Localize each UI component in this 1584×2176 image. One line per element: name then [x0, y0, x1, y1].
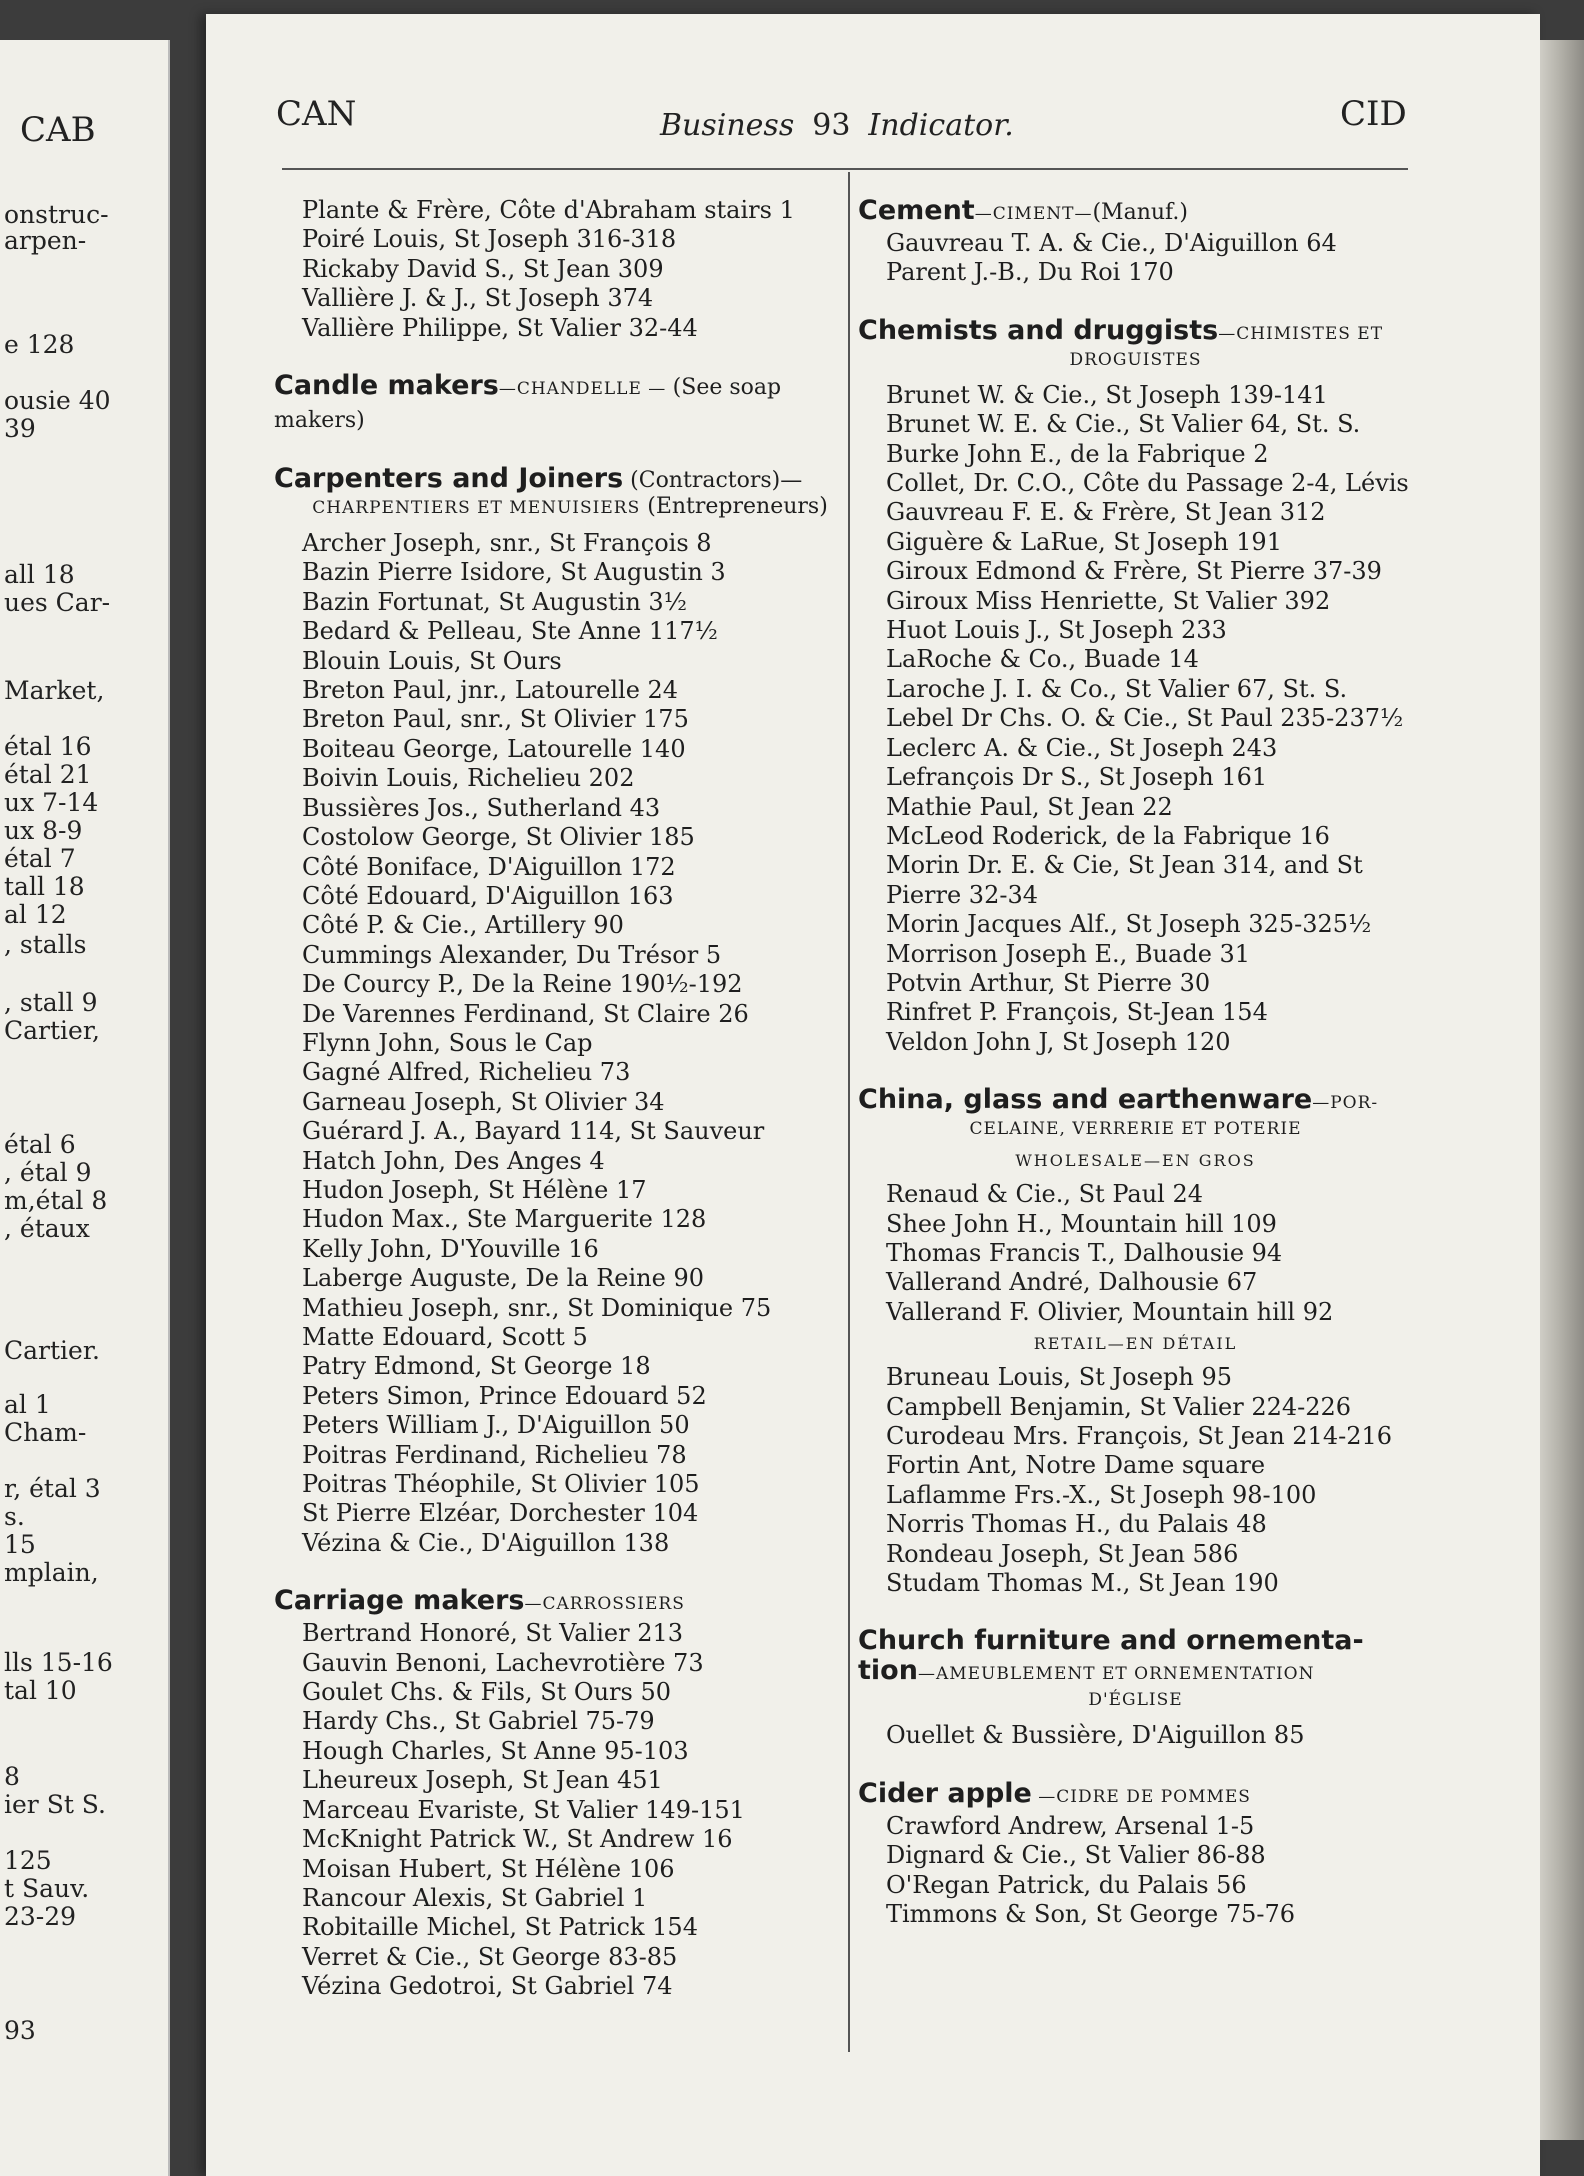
section-label: WHOLESALE—EN GROS	[1015, 1151, 1256, 1171]
listing-entry: Breton Paul, jnr., Latourelle 24	[302, 676, 679, 705]
listing-entry: Poitras Théophile, St Olivier 105	[302, 1470, 700, 1499]
listing-entry: Collet, Dr. C.O., Côte du Passage 2-4, Lévis	[886, 469, 1409, 498]
category-french-name: —CIMENT—	[974, 204, 1093, 224]
listing-entry: Gauvin Benoni, Lachevrotière 73	[302, 1648, 704, 1677]
header-right-keyword: CID	[1340, 94, 1407, 134]
category-note: (Manuf.)	[1092, 200, 1188, 225]
listing-entry: McKnight Patrick W., St Andrew 16	[302, 1825, 733, 1854]
right-column	[858, 196, 1413, 1929]
listing-entry: Morin Jacques Alf., St Joseph 325-325½	[886, 910, 1372, 939]
listing-entry: Patry Edmond, St George 18	[302, 1352, 651, 1381]
column-divider	[848, 172, 850, 2052]
listing-entry: Leclerc A. & Cie., St Joseph 243	[886, 733, 1278, 762]
previous-page-fragment: m,étal 8	[4, 1186, 108, 1215]
listing-entry: Timmons & Son, St George 75-76	[886, 1900, 1296, 1929]
previous-page-fragment: 23-29	[4, 1902, 77, 1931]
section-label: RETAIL—EN DÉTAIL	[1033, 1334, 1238, 1354]
listing-entry: Hatch John, Des Anges 4	[302, 1146, 605, 1175]
category-title: Chemists and druggists	[858, 314, 1219, 346]
previous-page-fragment: étal 6	[4, 1130, 76, 1159]
listing-entry: LaRoche & Co., Buade 14	[886, 645, 1199, 674]
listing-entry: Breton Paul, snr., St Olivier 175	[302, 705, 689, 734]
listing-entry: Vallerand André, Dalhousie 67	[886, 1268, 1258, 1297]
category-subtitle-note: (Entrepreneurs)	[640, 494, 828, 520]
header-rule	[282, 168, 1408, 170]
category-title: Cider apple	[858, 1777, 1032, 1809]
listing-entry: Burke John E., de la Fabrique 2	[886, 439, 1269, 468]
listing-entry: Laberge Auguste, De la Reine 90	[302, 1264, 704, 1293]
category-subtitle-text: D'ÉGLISE	[1088, 1690, 1183, 1711]
listing-entry: Thomas Francis T., Dalhousie 94	[886, 1238, 1283, 1267]
listing-entry: Vallière Philippe, St Valier 32-44	[302, 313, 698, 342]
previous-page-fragment: tall 18	[4, 872, 85, 901]
previous-page-fragment: 125	[4, 1846, 52, 1875]
listing-entry: De Courcy P., De la Reine 190½-192	[302, 970, 743, 999]
previous-page-fragment: ier St S.	[4, 1790, 106, 1819]
category-title: Carriage makers	[274, 1585, 525, 1617]
listing-entry: Côté Edouard, D'Aiguillon 163	[302, 881, 674, 910]
listing-entry: Bertrand Honoré, St Valier 213	[302, 1619, 684, 1648]
category-heading	[858, 1656, 1413, 1689]
listing-entry: Morin Dr. E. & Cie, St Jean 314, and St	[886, 851, 1363, 880]
previous-page-fragment: arpen-	[4, 226, 87, 255]
category-title: tion	[858, 1655, 918, 1687]
listing-entry: Hough Charles, St Anne 95-103	[302, 1736, 689, 1765]
listing-entry: Goulet Chs. & Fils, St Ours 50	[302, 1678, 671, 1707]
listing-entry: Rondeau Joseph, St Jean 586	[886, 1539, 1239, 1568]
category-subtitle	[858, 1118, 1413, 1140]
listing-entry: Mathieu Joseph, snr., St Dominique 75	[302, 1293, 772, 1322]
previous-page-fragment: al 12	[4, 900, 67, 929]
listing-entry: De Varennes Ferdinand, St Claire 26	[302, 999, 749, 1028]
previous-page-fragment: all 18	[4, 560, 75, 589]
previous-page-fragment: Cartier,	[4, 1016, 100, 1045]
listing-entry: Guérard J. A., Bayard 114, St Sauveur	[302, 1117, 765, 1146]
listing-entry: Fortin Ant, Notre Dame square	[886, 1451, 1266, 1480]
listing-entry: Hudon Joseph, St Hélène 17	[302, 1175, 647, 1204]
previous-page-fragment: ues Car-	[4, 588, 111, 617]
listing-entry: Giroux Edmond & Frère, St Pierre 37-39	[886, 557, 1382, 586]
category-subtitle	[300, 496, 840, 519]
category-title: Candle makers	[274, 370, 499, 402]
listing-entry: Boivin Louis, Richelieu 202	[302, 764, 635, 793]
previous-page-fragment: mplain,	[4, 1558, 99, 1587]
listing-entry: Côté P. & Cie., Artillery 90	[302, 911, 624, 940]
previous-page-fragment: 8	[4, 1762, 20, 1791]
previous-page-fragment: 15	[4, 1530, 36, 1559]
listing-entry: Shee John H., Mountain hill 109	[886, 1209, 1277, 1238]
listing-entry: Moisan Hubert, St Hélène 106	[302, 1854, 675, 1883]
previous-page-fragment: al 1	[4, 1390, 51, 1419]
listing-entry: Crawford Andrew, Arsenal 1-5	[886, 1811, 1255, 1840]
listing-entry: Parent J.-B., Du Roi 170	[886, 258, 1174, 287]
listing-entry: Lheureux Joseph, St Jean 451	[302, 1766, 663, 1795]
listing-entry: Rickaby David S., St Jean 309	[302, 254, 664, 283]
previous-page-fragment: étal 7	[4, 844, 76, 873]
listing-entry: Boiteau George, Latourelle 140	[302, 734, 686, 763]
listing-entry: Bedard & Pelleau, Ste Anne 117½	[302, 617, 718, 646]
listing-entry: Brunet W. E. & Cie., St Valier 64, St. S.	[886, 410, 1361, 439]
listing-entry: Rancour Alexis, St Gabriel 1	[302, 1883, 648, 1912]
previous-page-fragment: ousie 40	[4, 386, 111, 415]
previous-page-fragment: Market,	[4, 676, 105, 705]
listing-entry: Bruneau Louis, St Joseph 95	[886, 1363, 1233, 1392]
previous-page-fragment: r, étal 3	[4, 1474, 101, 1503]
category-heading	[274, 1586, 840, 1619]
previous-page-fragment: ux 8-9	[4, 816, 83, 845]
previous-page-fragment: , stalls	[4, 930, 87, 959]
listing-entry: St Pierre Elzéar, Dorchester 104	[302, 1499, 699, 1528]
listing-entry: McLeod Roderick, de la Fabrique 16	[886, 821, 1330, 850]
previous-page-fragment: lls 15-16	[4, 1648, 113, 1677]
listing-entry: Robitaille Michel, St Patrick 154	[302, 1913, 698, 1942]
previous-page-fragment: e 128	[4, 330, 75, 359]
category-title: China, glass and earthenware	[858, 1084, 1313, 1116]
listing-entry: Gagné Alfred, Richelieu 73	[302, 1058, 631, 1087]
previous-page-fragment: onstruc-	[4, 200, 109, 229]
previous-page-fragment: 39	[4, 414, 36, 443]
category-french-name: —CARROSSIERS	[524, 1594, 685, 1615]
category-note: (Contractors)—	[623, 468, 803, 494]
listing-entry: Verret & Cie., St George 83-85	[302, 1942, 678, 1971]
category-subtitle	[858, 1689, 1413, 1711]
listing-entry: Dignard & Cie., St Valier 86-88	[886, 1841, 1266, 1870]
previous-page-strip	[0, 40, 170, 2176]
listing-entry: Vézina Gedotroi, St Gabriel 74	[302, 1972, 673, 2001]
listing-entry: Poitras Ferdinand, Richelieu 78	[302, 1440, 687, 1469]
listing-entry: Hudon Max., Ste Marguerite 128	[302, 1205, 707, 1234]
previous-page-fragment: Cartier.	[4, 1336, 100, 1365]
listing-entry: Studam Thomas M., St Jean 190	[886, 1569, 1279, 1598]
listing-entry: Lefrançois Dr S., St Joseph 161	[886, 763, 1268, 792]
category-note: (See soap makers)	[274, 375, 782, 434]
running-title-indicator: Indicator.	[868, 108, 1014, 143]
listing-entry: Vézina & Cie., D'Aiguillon 138	[302, 1528, 670, 1557]
listing-entry: Matte Edouard, Scott 5	[302, 1323, 588, 1351]
category-title: Cement	[858, 195, 975, 226]
category-french-name: —CIDRE DE POMMES	[1031, 1786, 1251, 1807]
listing-entry: Rinfret P. François, St-Jean 154	[886, 998, 1268, 1027]
listing-entry: Costolow George, St Olivier 185	[302, 823, 695, 852]
previous-page-fragment: , stall 9	[4, 988, 98, 1017]
category-subtitle-text: CELAINE, VERRERIE ET POTERIE	[969, 1119, 1302, 1140]
listing-entry: Brunet W. & Cie., St Joseph 139-141	[886, 380, 1328, 409]
listing-entry: Ouellet & Bussière, D'Aiguillon 85	[886, 1721, 1305, 1750]
previous-page-fragment: étal 21	[4, 760, 92, 789]
category-french-name: —CHANDELLE —	[498, 379, 673, 400]
category-subtitle	[858, 349, 1413, 371]
category-title: Church furniture and ornementa-	[858, 1625, 1364, 1657]
listing-entry: Hardy Chs., St Gabriel 75-79	[302, 1707, 655, 1736]
listing-entry: Norris Thomas H., du Palais 48	[886, 1510, 1267, 1539]
listing-entry: Giroux Miss Henriette, St Valier 392	[886, 586, 1331, 615]
category-heading	[858, 316, 1413, 349]
category-heading	[858, 1626, 1413, 1656]
left-column	[274, 196, 840, 2002]
listing-entry: Bussières Jos., Sutherland 43	[302, 793, 661, 822]
listing-entry: Vallière J. & J., St Joseph 374	[302, 284, 654, 313]
listing-entry: O'Regan Patrick, du Palais 56	[886, 1870, 1247, 1899]
category-heading	[858, 1779, 1413, 1812]
listing-entry: Garneau Joseph, St Olivier 34	[302, 1087, 665, 1116]
listing-entry: Plante & Frère, Côte d'Abraham stairs 1	[302, 196, 795, 224]
listing-entry: Blouin Louis, St Ours	[302, 646, 562, 675]
previous-page-fragment: 93	[4, 2016, 36, 2045]
listing-entry: Bazin Fortunat, St Augustin 3½	[302, 587, 687, 616]
listing-entry: Curodeau Mrs. François, St Jean 214-216	[886, 1422, 1393, 1450]
previous-page-fragment: Cham-	[4, 1418, 87, 1447]
listing-entry: Kelly John, D'Youville 16	[302, 1234, 599, 1263]
previous-page-fragment: tal 10	[4, 1676, 77, 1705]
listing-entry: Bazin Pierre Isidore, St Augustin 3	[302, 558, 726, 587]
listing-entry: Renaud & Cie., St Paul 24	[886, 1180, 1204, 1209]
running-title	[660, 108, 1014, 143]
previous-page-fragment: ux 7-14	[4, 788, 99, 817]
category-heading	[858, 196, 1413, 229]
page-number: 93	[812, 108, 851, 143]
running-title-business: Business	[660, 108, 795, 143]
category-french-name: —AMEUBLEMENT ET ORNEMENTATION	[917, 1664, 1315, 1685]
listing-entry: Campbell Benjamin, St Valier 224-226	[886, 1392, 1352, 1421]
listing-entry: Poiré Louis, St Joseph 316-318	[302, 225, 677, 254]
category-subtitle-text: CHARPENTIERS ET MENUISIERS	[312, 498, 641, 519]
listing-entry: Morrison Joseph E., Buade 31	[886, 939, 1251, 968]
category-french-name: —POR-	[1312, 1093, 1379, 1114]
listing-entry: Peters Simon, Prince Edouard 52	[302, 1381, 707, 1410]
listing-entry: Peters William J., D'Aiguillon 50	[302, 1411, 690, 1440]
previous-page-fragment: étal 16	[4, 732, 92, 761]
listing-entry: Laroche J. I. & Co., St Valier 67, St. S.	[886, 674, 1348, 703]
listing-entry: Cummings Alexander, Du Trésor 5	[302, 940, 722, 969]
listing-entry: Mathie Paul, St Jean 22	[886, 792, 1173, 821]
previous-page-header: CAB	[20, 110, 96, 150]
listing-entry: Gauvreau F. E. & Frère, St Jean 312	[886, 498, 1326, 527]
listing-entry: Laflamme Frs.-X., St Joseph 98-100	[886, 1480, 1317, 1509]
page-edge	[1540, 40, 1584, 2140]
listing-entry: Veldon John J, St Joseph 120	[886, 1027, 1231, 1056]
listing-entry: Marceau Evariste, St Valier 149-151	[302, 1795, 745, 1824]
listing-entry: Lebel Dr Chs. O. & Cie., St Paul 235-237½	[886, 704, 1404, 733]
listing-entry: Pierre 32-34	[886, 880, 1038, 909]
previous-page-fragment: t Sauv.	[4, 1874, 90, 1903]
header-left-keyword: CAN	[276, 94, 357, 134]
listing-entry: Flynn John, Sous le Cap	[302, 1028, 593, 1057]
category-title: Carpenters and Joiners	[274, 463, 624, 495]
listing-entry: Potvin Arthur, St Pierre 30	[886, 968, 1211, 997]
listing-entry: Gauvreau T. A. & Cie., D'Aiguillon 64	[886, 229, 1337, 257]
category-subtitle-text: DROGUISTES	[1069, 349, 1202, 370]
category-heading	[274, 371, 860, 436]
listing-entry: Vallerand F. Olivier, Mountain hill 92	[886, 1297, 1334, 1326]
category-french-name: —CHIMISTES ET	[1218, 323, 1384, 344]
category-heading	[274, 464, 840, 496]
previous-page-fragment: , étal 9	[4, 1158, 92, 1187]
listing-entry: Giguère & LaRue, St Joseph 191	[886, 527, 1282, 556]
category-heading	[858, 1085, 1413, 1118]
listing-entry: Archer Joseph, snr., St François 8	[302, 529, 712, 558]
previous-page-fragment: , étaux	[4, 1214, 90, 1243]
listing-entry: Côté Boniface, D'Aiguillon 172	[302, 852, 676, 881]
previous-page-fragment: s.	[4, 1502, 25, 1531]
listing-entry: Huot Louis J., St Joseph 233	[886, 616, 1227, 645]
